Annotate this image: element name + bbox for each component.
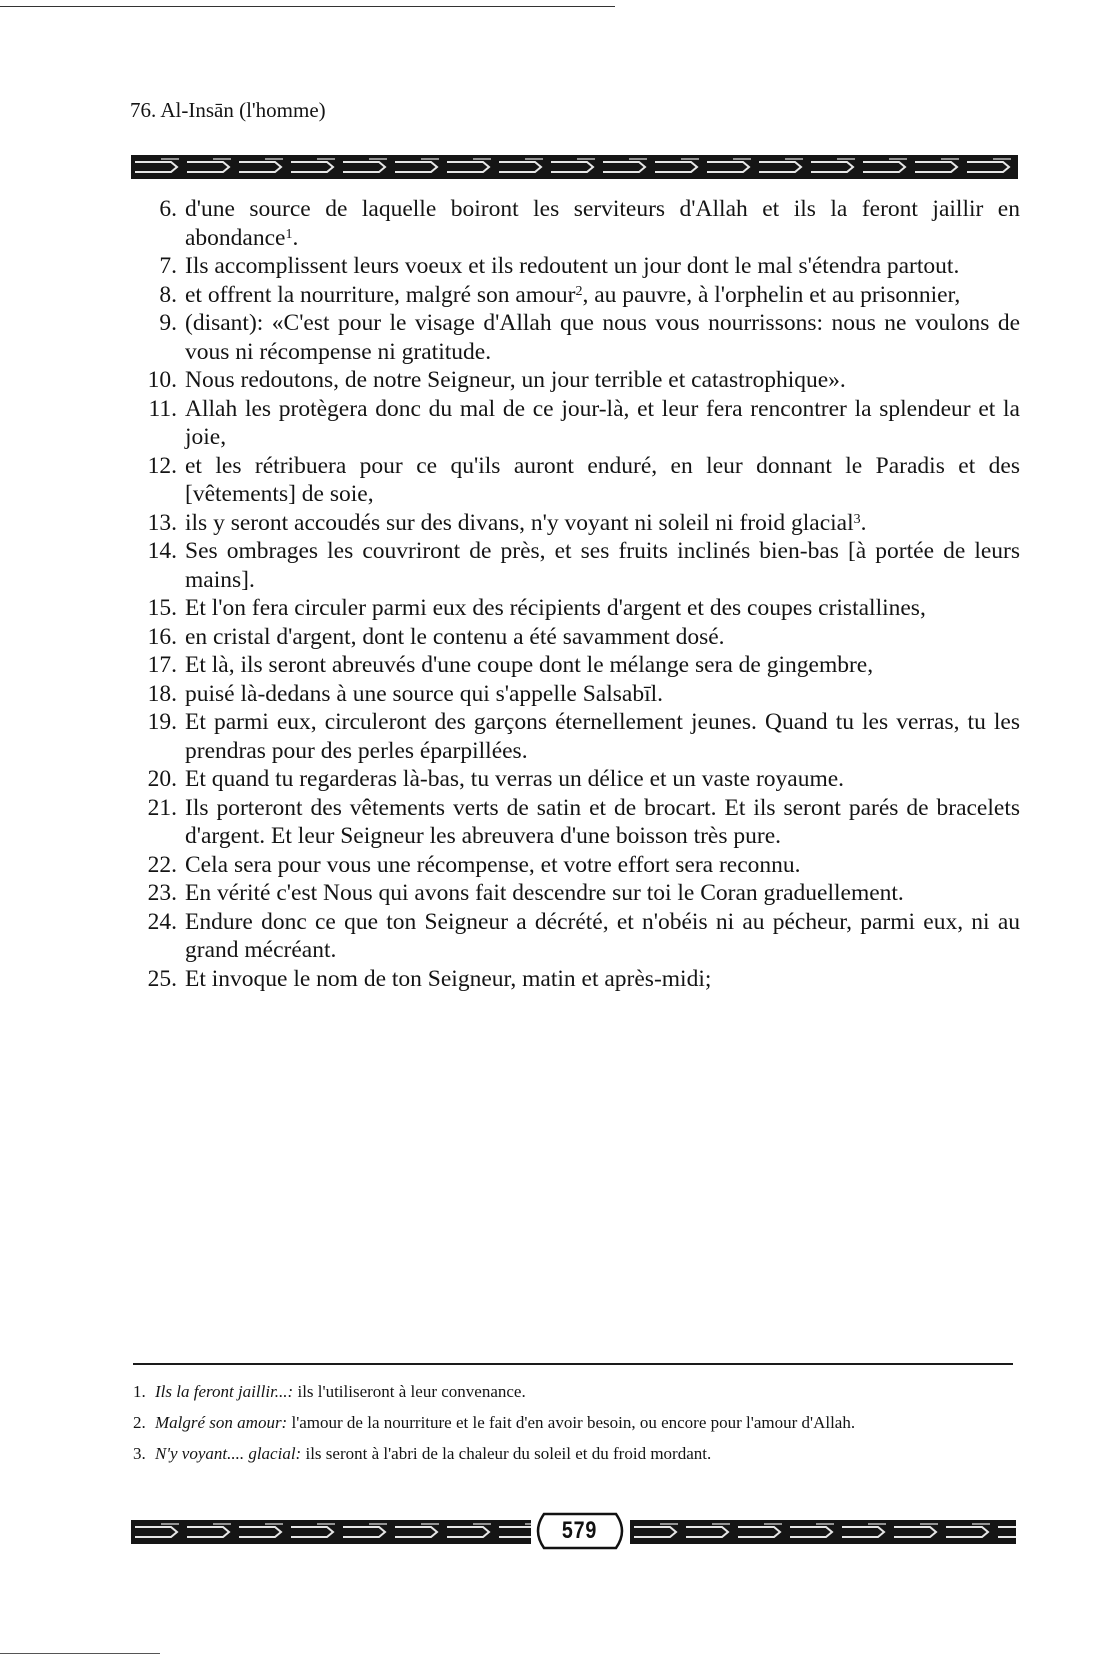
verse-item [133, 651, 1020, 680]
verse-text [185, 623, 1020, 652]
verse-item [133, 708, 1020, 765]
footnote-text [155, 1412, 1013, 1434]
footnote-term: Ils la feront jaillir...: [155, 1382, 294, 1401]
verse-text [185, 765, 1020, 794]
verse-item [133, 395, 1020, 452]
verse-item [133, 851, 1020, 880]
verse-body: Nous redoutons, de notre Seigneur, un jour terrible et catastrophique». [185, 367, 846, 393]
top-ornamental-band [131, 155, 1018, 179]
footnote-marker: 1 [285, 226, 293, 242]
verse-body: et les rétribuera pour ce qu'ils auront enduré, en leur donnant le Paradis et des [vêtements] de soie, [185, 452, 1020, 507]
footnote-number: 3. [133, 1444, 146, 1463]
verse-body: en cristal d'argent, dont le contenu a été savamment dosé. [185, 623, 725, 650]
verse-number: 8. [159, 281, 177, 308]
verse-body: Allah les protègera donc du mal de ce jour-là, et leur fera rencontrer la splendeur et la joie, [185, 395, 1020, 450]
verse-item [133, 794, 1020, 851]
verse-text [185, 309, 1020, 366]
verse-number: 13. [147, 509, 177, 536]
footnote-text [155, 1381, 1013, 1403]
verse-text [185, 594, 1020, 623]
verse-text [185, 794, 1020, 851]
top-scan-rule [0, 6, 615, 7]
verse-body: Et là, ils seront abreuvés d'une coupe dont le mélange sera de gingembre, [185, 652, 874, 678]
verse-item [133, 623, 1020, 652]
verse-number: 20. [147, 766, 177, 792]
verse-text [185, 452, 1020, 509]
verse-text [185, 680, 1020, 709]
footnote-term: Malgré son amour: [155, 1413, 288, 1432]
footnote-item [133, 1443, 1013, 1465]
verse-text [185, 281, 1020, 310]
verse-number: 18. [147, 680, 177, 707]
verse-item [133, 509, 1020, 538]
footnote-text [155, 1443, 1013, 1465]
verse-number: 23. [147, 880, 177, 906]
verse-body: En vérité c'est Nous qui avons fait descendre sur toi le Coran graduellement. [185, 880, 904, 906]
verse-body: et offrent la nourriture, malgré son amour [185, 281, 576, 308]
verse-text [185, 537, 1020, 594]
verse-body: Ses ombrages les couvriront de près, et ses fruits inclinés bien-bas [à portée de leurs mains]. [185, 538, 1020, 593]
verse-body: (disant): «C'est pour le visage d'Allah que nous vous nourrissons: nous ne voulons de vous ni récompense ni gratitude. [185, 310, 1020, 365]
ornament-pattern [131, 1520, 531, 1544]
ornament-pattern [131, 155, 1018, 179]
verse-number: 25. [147, 965, 177, 992]
footnote-item [133, 1412, 1013, 1434]
page-number: 579 [562, 1517, 598, 1544]
verse-number: 10. [147, 367, 177, 393]
page-number-cartouche [530, 1512, 630, 1550]
footnote-rule [133, 1363, 1013, 1365]
footnote-term: N'y voyant.... glacial: [155, 1444, 302, 1463]
footnote-description: l'amour de la nourriture et le fait d'en avoir besoin, ou encore pour l'amour d'Allah. [287, 1413, 856, 1432]
verse-item [133, 309, 1020, 366]
verse-body: d'une source de laquelle boiront les serviteurs d'Allah et ils la feront jaillir en abondance [185, 196, 1020, 251]
verse-number: 15. [147, 595, 177, 621]
verse-text [185, 395, 1020, 452]
verse-body: Ils porteront des vêtements verts de satin et de brocart. Et ils seront parés de bracelets d'argent. Et leur Seigneur les abreuvera d'une boisson très pure. [185, 794, 1020, 849]
footnote-marker: 3 [853, 511, 861, 527]
verse-text [185, 879, 1020, 908]
verse-body: ils y seront accoudés sur des divans, n'y voyant ni soleil ni froid glacial [185, 509, 854, 536]
verse-item [133, 452, 1020, 509]
verse-body: Et quand tu regarderas là-bas, tu verras un délice et un vaste royaume. [185, 766, 845, 792]
verse-text [185, 908, 1020, 965]
verse-body: Et invoque le nom de ton Seigneur, matin et après-midi; [185, 965, 712, 992]
verse-number: 21. [147, 794, 177, 821]
verse-text [185, 366, 1020, 395]
verse-text [185, 509, 1020, 538]
verse-number: 12. [147, 452, 177, 479]
running-title: 76. Al-Insān (l'homme) [130, 98, 326, 122]
bottom-scan-rule [0, 1653, 160, 1654]
footnote-number: 2. [133, 1413, 146, 1432]
verse-text [185, 708, 1020, 765]
verse-number: 22. [147, 851, 177, 878]
verse-item [133, 879, 1020, 908]
verse-body: Et parmi eux, circuleront des garçons éternellement jeunes. Quand tu les verras, tu les prendras pour des perles éparpillées. [185, 709, 1020, 764]
verse-number: 16. [147, 623, 177, 650]
verse-item [133, 252, 1020, 281]
bottom-ornamental-band-right [630, 1520, 1016, 1544]
verse-body-continued: , au pauvre, à l'orphelin et au prisonnier, [582, 281, 961, 308]
verse-body-continued: . [860, 509, 867, 536]
verse-body-continued: . [292, 224, 299, 251]
footnote-marker: 2 [575, 283, 583, 299]
verse-number: 24. [147, 908, 177, 935]
verse-number: 9. [159, 310, 177, 336]
verse-text [185, 965, 1020, 994]
verse-number: 11. [148, 395, 177, 422]
footnote-description: ils seront à l'abri de la chaleur du soleil et du froid mordant. [301, 1444, 712, 1463]
verse-number: 14. [147, 538, 177, 564]
verse-number: 6. [159, 196, 177, 222]
footnote-number: 1. [133, 1382, 146, 1401]
verse-body: Et l'on fera circuler parmi eux des récipients d'argent et des coupes cristallines, [185, 595, 926, 621]
verse-number: 19. [147, 709, 177, 735]
verse-body: Cela sera pour vous une récompense, et votre effort sera reconnu. [185, 851, 801, 878]
verse-number: 17. [147, 652, 177, 678]
verse-item [133, 281, 1020, 310]
verse-item [133, 765, 1020, 794]
verse-body: Ils accomplissent leurs voeux et ils redoutent un jour dont le mal s'étendra partout. [185, 253, 960, 279]
verse-list [133, 195, 1020, 993]
ornament-pattern [630, 1520, 1016, 1544]
footnote-item [133, 1381, 1013, 1403]
footnote-description: ils l'utiliseront à leur convenance. [293, 1382, 526, 1401]
footnote-list [133, 1381, 1013, 1474]
verse-text [185, 252, 1020, 281]
verse-text [185, 851, 1020, 880]
verse-item [133, 965, 1020, 994]
verse-item [133, 195, 1020, 252]
verse-item [133, 908, 1020, 965]
bottom-ornamental-band-left [131, 1520, 531, 1544]
verse-text [185, 651, 1020, 680]
verse-number: 7. [159, 253, 177, 279]
verse-text [185, 195, 1020, 252]
verse-item [133, 537, 1020, 594]
verse-item [133, 594, 1020, 623]
verse-item [133, 366, 1020, 395]
verse-body: puisé là-dedans à une source qui s'appelle Salsabīl. [185, 680, 664, 707]
verse-body: Endure donc ce que ton Seigneur a décrété, et n'obéis ni au pécheur, parmi eux, ni au grand mécréant. [185, 908, 1020, 963]
verse-item [133, 680, 1020, 709]
